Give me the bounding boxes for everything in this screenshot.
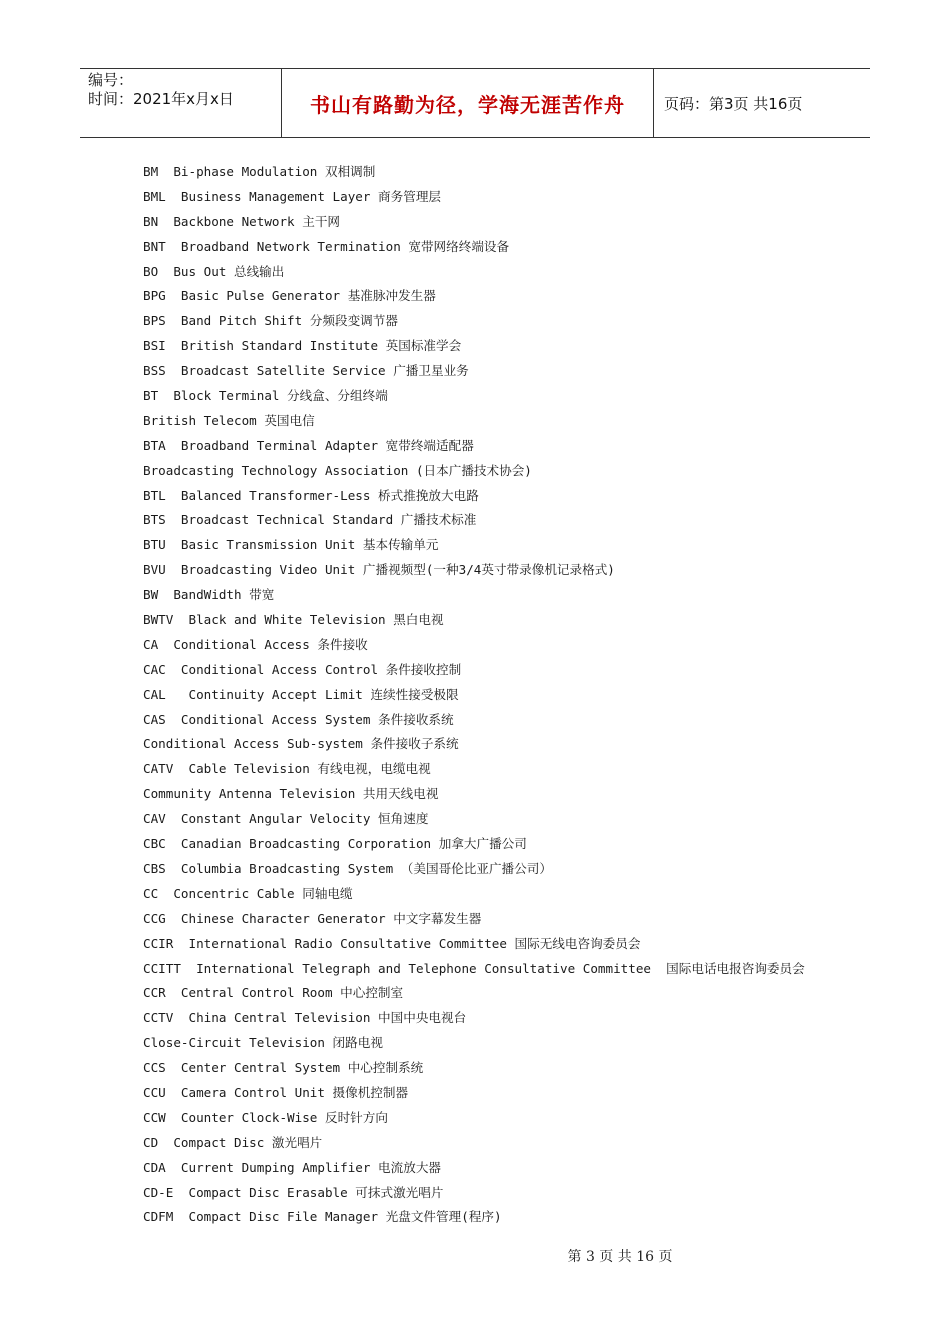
glossary-entry: CAC Conditional Access Control 条件接收控制 [143,661,462,677]
glossary-entry: CDA Current Dumping Amplifier 电流放大器 [143,1159,442,1175]
glossary-entry: Community Antenna Television 共用天线电视 [143,786,439,802]
glossary-entry: CCITT International Telegraph and Telephone Consultative Committee 国际电话电报咨询委员会 [143,960,805,976]
glossary-entry: Conditional Access Sub-system 条件接收子系统 [143,736,459,752]
glossary-entry: Close-Circuit Television 闭路电视 [143,1035,383,1051]
footer-page-number: 第 3 页 共 16 页 [567,1249,673,1265]
document-number-label: 编号： [88,71,134,89]
header-page-info: 页码：第3页 共16页 [664,94,803,113]
glossary-entry: CAS Conditional Access System 条件接收系统 [143,711,454,727]
glossary-entry: BTU Basic Transmission Unit 基本传输单元 [143,537,439,553]
glossary-entry: Broadcasting Technology Association (日本广播技术协会) [143,462,532,478]
glossary-entry: CCR Central Control Room 中心控制室 [143,985,404,1001]
document-time-label: 时间：2021年x月x日 [88,90,234,108]
glossary-entry: CCTV China Central Television 中国中央电视台 [143,1010,467,1026]
glossary-entry: CDFM Compact Disc File Manager 光盘文件管理(程序) [143,1209,502,1225]
glossary-entry: BNT Broadband Network Termination 宽带网络终端设备 [143,238,510,254]
header-left-cell [80,69,282,137]
page-header [80,68,870,138]
glossary-entry: CAL Continuity Accept Limit 连续性接受极限 [143,686,459,702]
header-motto: 书山有路勤为径，学海无涯苦作舟 [282,69,654,137]
glossary-entry: CBC Canadian Broadcasting Corporation 加拿大广播公司 [143,836,527,852]
glossary-entry: BSI British Standard Institute 英国标准学会 [143,338,462,354]
glossary-entry: BT Block Terminal 分线盒、分组终端 [143,388,388,404]
glossary-entry: BVU Broadcasting Video Unit 广播视频型(一种3/4英寸带录像机记录格式) [143,562,615,578]
glossary-entry: BN Backbone Network 主干网 [143,213,341,229]
glossary-entry: BTS Broadcast Technical Standard 广播技术标准 [143,512,477,528]
glossary-entry: CCU Camera Control Unit 摄像机控制器 [143,1084,409,1100]
glossary-entry: BPS Band Pitch Shift 分频段变调节器 [143,313,398,329]
glossary-entry: BW BandWidth 带宽 [143,587,275,603]
glossary-entry: CATV Cable Television 有线电视，电缆电视 [143,761,431,777]
glossary-entry: BPG Basic Pulse Generator 基准脉冲发生器 [143,288,436,304]
glossary-list [143,160,863,1230]
glossary-entry: CD Compact Disc 激光唱片 [143,1134,323,1150]
glossary-entry: BTL Balanced Transformer-Less 桥式推挽放大电路 [143,487,479,503]
glossary-entry: CCIR International Radio Consultative Committee 国际无线电咨询委员会 [143,935,641,951]
page-footer [0,1246,950,1266]
glossary-entry: BTA Broadband Terminal Adapter 宽带终端适配器 [143,437,474,453]
glossary-entry: CAV Constant Angular Velocity 恒角速度 [143,811,429,827]
glossary-entry: CD-E Compact Disc Erasable 可抹式激光唱片 [143,1184,444,1200]
glossary-entry: BML Business Management Layer 商务管理层 [143,188,442,204]
glossary-entry: CBS Columbia Broadcasting System （美国哥伦比亚广播公司） [143,860,552,876]
glossary-entry: CCS Center Central System 中心控制系统 [143,1060,424,1076]
glossary-entry: CA Conditional Access 条件接收 [143,636,368,652]
glossary-entry: CC Concentric Cable 同轴电缆 [143,885,353,901]
glossary-entry: British Telecom 英国电信 [143,412,315,428]
glossary-entry: BWTV Black and White Television 黑白电视 [143,612,444,628]
glossary-entry: CCW Counter Clock-Wise 反时针方向 [143,1109,388,1125]
glossary-entry: BM Bi-phase Modulation 双相调制 [143,164,376,179]
glossary-entry: BSS Broadcast Satellite Service 广播卫星业务 [143,363,469,379]
glossary-entry: BO Bus Out 总线输出 [143,263,285,279]
glossary-entry: CCG Chinese Character Generator 中文字幕发生器 [143,910,482,926]
